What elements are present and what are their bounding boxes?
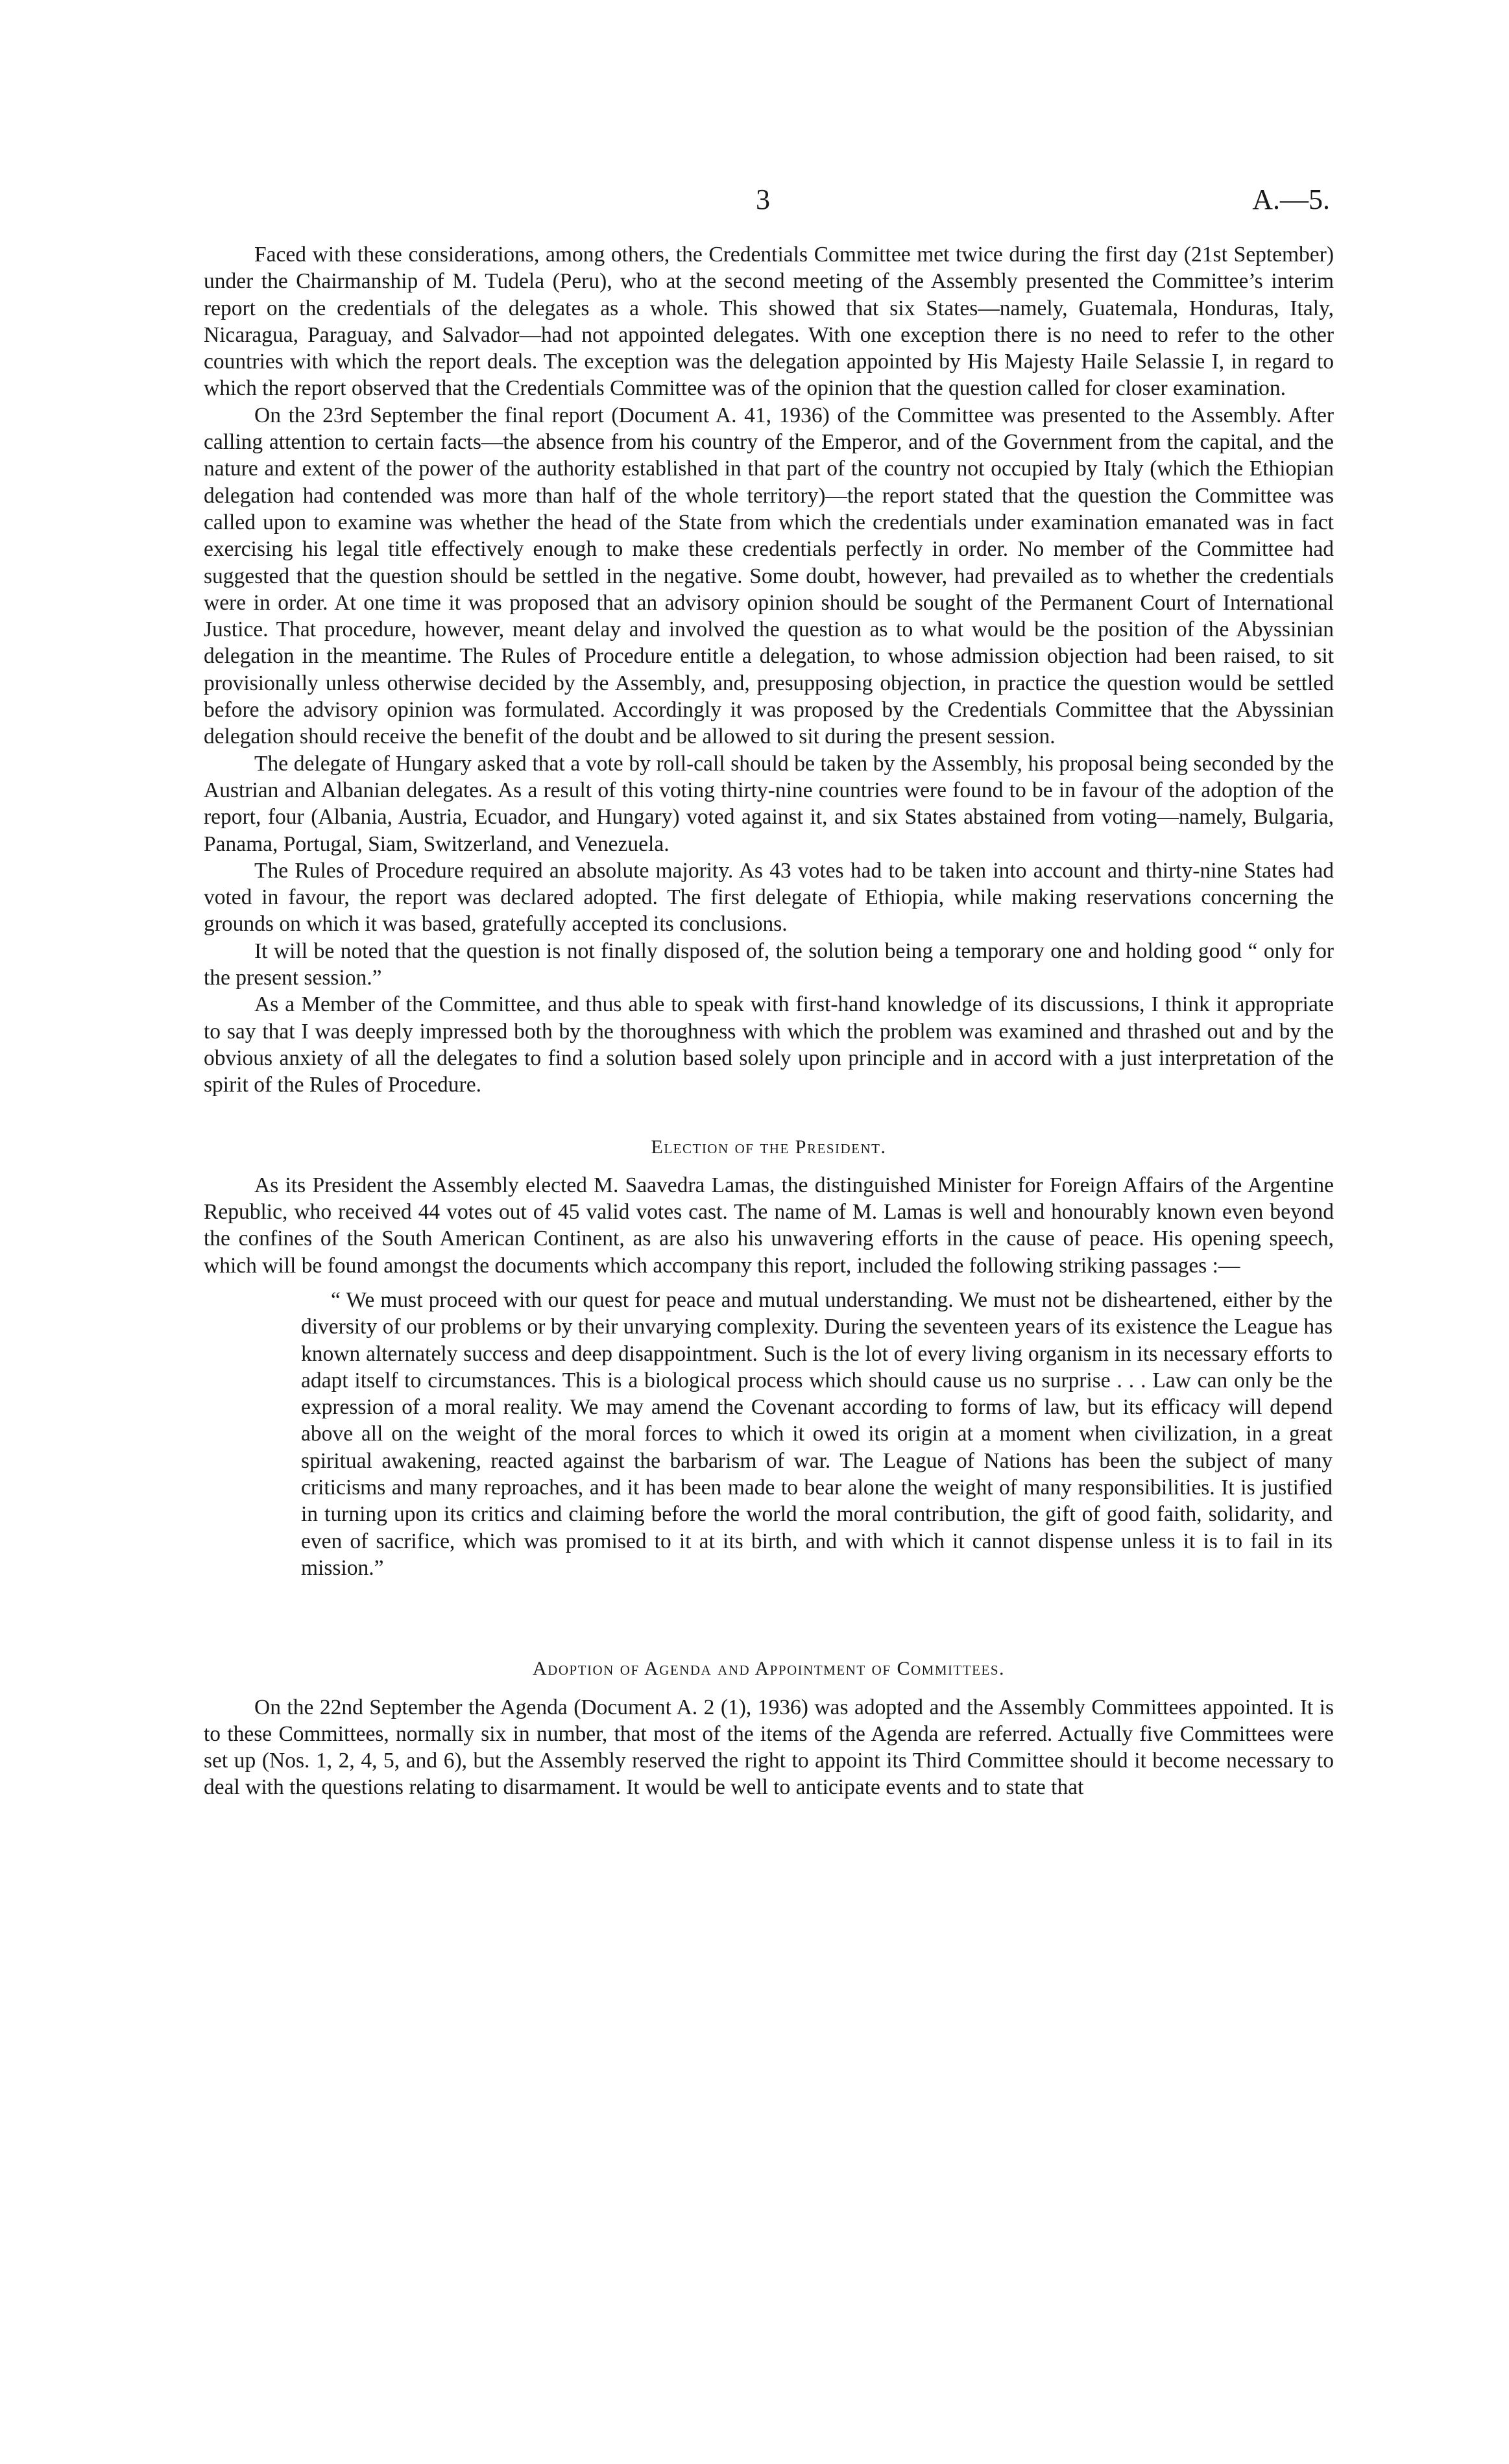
block-quote-lamas-speech (301, 1287, 1333, 1581)
section-spacer (204, 1581, 1334, 1620)
paragraph-election-president: As its President the Assembly elected M. Saavedra Lamas, the distinguished Minister for Foreign Affairs of the Argentine Republic, who received 44 votes out of 45 valid votes cast. The name of M. Lamas is well and honourably known even beyond the confines of the South American Continent, as are also his unwavering efforts in the cause of peace. His opening speech, which will be found amongst the documents which accompany this report, included the following striking passages :— (204, 1173, 1334, 1278)
page-header (201, 183, 1330, 222)
document-body (204, 241, 1334, 1801)
paragraph-committee-member-remarks: As a Member of the Committee, and thus able to speak with first-hand knowledge of its discussions, I think it appropriate to say that I was deeply impressed both by the thoroughness with which the problem was examined and thrashed out and by the obvious anxiety of all the delegates to find a solution based solely upon principle and in accord with a just interpretation of the spirit of the Rules of Procedure. (204, 992, 1334, 1097)
paragraph-roll-call-vote: The delegate of Hungary asked that a vote by roll-call should be taken by the Assembly, his proposal being seconded by the Austrian and Albanian delegates. As a result of this voting thirty-nine countries were found to be in favour of the adoption of the report, four (Albania, Austria, Ecuador, and Hungary) voted against it, and six States abstained from voting—namely, Bulgaria, Panama, Portugal, Siam, Switzerland, and Venezuela. (204, 751, 1334, 856)
section-heading-election-president: Election of the President. (651, 1136, 887, 1158)
paragraph-credentials-meeting: Faced with these considerations, among others, the Credentials Committee met twice during the first day (21st September) under the Chairmanship of M. Tudela (Peru), who at the second meeting of the Assembly presented the Committee’s interim report on the credentials of the delegates as a whole. This showed that six States—namely, Guatemala, Honduras, Italy, Nicaragua, Paraguay, and Salvador—had not appointed delegates. With one exception there is no need to refer to the other countries with which the report deals. The exception was the delegation appointed by His Majesty Haile Selassie I, in regard to which the report observed that the Credentials Committee was of the opinion that the question called for closer examination. (204, 243, 1334, 401)
paragraph-absolute-majority: The Rules of Procedure required an absolute majority. As 43 votes had to be taken into account and thirty-nine States had voted in favour, the report was declared adopted. The first delegate of Ethiopia, while making reservations concerning the grounds on which it was based, gratefully accepted its conclusions. (204, 858, 1334, 937)
document-reference: A.—5. (1252, 184, 1330, 215)
page-number: 3 (756, 184, 770, 215)
paragraph-agenda-committees: On the 22nd September the Agenda (Document A. 2 (1), 1936) was adopted and the Assembly Committees appointed. It is to these Committees, normally six in number, that most of the items of the Agenda are referred. Actually five Committees were set up (Nos. 1, 2, 4, 5, and 6), but the Assembly reserved the right to appoint its Third Committee should it become necessary to deal with the questions relating to disarmament. It would be well to anticipate events and to state that (204, 1695, 1334, 1800)
paragraph-temporary-solution: It will be noted that the question is not finally disposed of, the solution being a temporary one and holding good “ only for the present session.” (204, 939, 1334, 990)
quote-paragraph: “ We must proceed with our quest for peace and mutual understanding. We must not be disheartened, either by the diversity of our problems or by their unvarying complexity. During the seventeen years of its existence the League has known alternately success and deep disappointment. Such is the lot of every living organism in its necessary efforts to adapt itself to circumstances. This is a biological process which should cause us no surprise . . . Law can only be the expression of a moral reality. We may amend the Covenant according to forms of law, but its efficacy will depend above all on the weight of the moral forces to which it owed its origin at a moment when civilization, in a great spiritual awakening, reacted against the barbarism of war. The League of Nations has been the subject of many criticisms and many reproaches, and it has been made to bear alone the weight of many responsibilities. It is justified in turning upon its critics and claiming before the world the moral contribution, the gift of good faith, solidarity, and even of sacrifice, which was promised to it at its birth, and with which it cannot dispense unless it is to fail in its mission.” (301, 1287, 1333, 1580)
paragraph-final-report: On the 23rd September the final report (Document A. 41, 1936) of the Committee was presented to the Assembly. After calling attention to certain facts—the absence from his country of the Emperor, and of the Government from the capital, and the nature and extent of the power of the authority established in that part of the country not occupied by Italy (which the Ethiopian delegation had contended was more than half of the whole territory)—the report stated that the question the Committee was called upon to examine was whether the head of the State from which the credentials under examination emanated was in fact exercising his legal title effectively enough to make these credentials perfectly in order. No member of the Committee had suggested that the question should be settled in the negative. Some doubt, however, had prevailed as to whether the credentials were in order. At one time it was proposed that an advisory opinion should be sought of the Permanent Court of International Justice. That procedure, however, meant delay and involved the question as to what would be the position of the Abyssinian delegation in the meantime. The Rules of Procedure entitle a delegation, to whose admission objection had been raised, to sit provisionally unless otherwise decided by the Assembly, and, presupposing objection, in practice the question would be settled before the advisory opinion was formulated. Accordingly it was proposed by the Credentials Committee that the Abyssinian delegation should receive the benefit of the doubt and be allowed to sit during the present session. (204, 403, 1334, 749)
section-heading-agenda-committees: Adoption of Agenda and Appointment of Committees. (532, 1658, 1006, 1680)
